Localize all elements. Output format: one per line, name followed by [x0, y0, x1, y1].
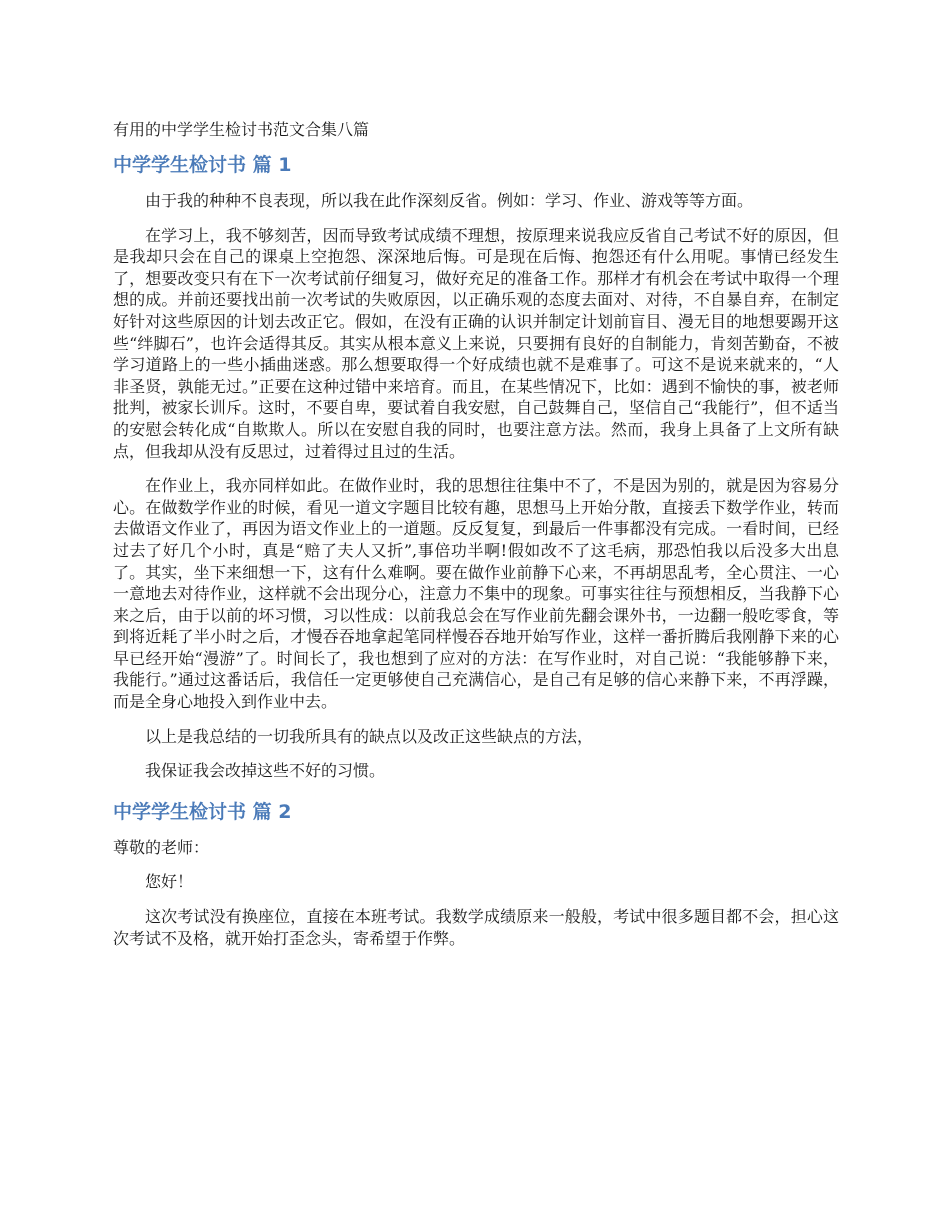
paragraph: 以上是我总结的一切我所具有的缺点以及改正这些缺点的方法， [145, 726, 594, 746]
paragraph: 在作业上，我亦同样如此。在做作业时，我的思想往往集中不了，不是因为别的，就是因为容易分心。在做数学作业的时候，看见一道文字题目比较有趣，思想马上开始分散，直接丢下数学作业，转而去做语文作业了，再因为语文作业上的一道题。反反复复，到最后一件事都没有完成。一看时间，已经过去了好几个小时，真是“赔了夫人又折”,事倍功半啊!假如改不了这毛病，那恐怕我以后没多大出息了。其实，坐下来细想一下，这有什么难啊。要在做作业前静下心来，不再胡思乱考，全心贯注、一心一意地去对待作业，这样就不会出现分心，注意力不集中的现象。可事实往往与预想相反，当我静下心来之后，由于以前的坏习惯，习以性成：以前我总会在写作业前先翻会课外书，一边翻一般吃零食，等到将近耗了半小时之后，才慢吞吞地拿起笔同样慢吞吞地开始写作业，这样一番折腾后我刚静下来的心早已经开始“漫游”了。时间长了，我也想到了应对的方法：在写作业时，对自己说：“我能够静下来，我能行。”通过这番话后，我信任一定更够使自己充满信心，是自己有足够的信心来静下来，不再浮躁，而是全身心地投入到作业中去。 [113, 476, 839, 712]
paragraph: 由于我的种种不良表现，所以我在此作深刻反省。例如：学习、作业、游戏等等方面。 [145, 191, 754, 210]
paragraph: 在学习上，我不够刻苦，因而导致考试成绩不理想，按原理来说我应反省自己考试不好的原因，但是我却只会在自己的课桌上空抱怨、深深地后悔。可是现在后悔、抱怨还有什么用呢。事情已经发生了，想要改变只有在下一次考试前仔细复习，做好充足的准备工作。那样才有机会在考试中取得一个理想的成。并前还要找出前一次考试的失败原因，以正确乐观的态度去面对、对待，不自暴自弃，在制定好针对这些原因的计划去改正它。假如，在没有正确的认识并制定计划前盲目、漫无目的地想要踢开这些“绊脚石”，也许会适得其反。其实从根本意义上来说，只要拥有良好的自制能力，肯刻苦勤奋，不被学习道路上的一些小插曲迷惑。那么想要取得一个好成绩也就不是难事了。可这不是说来就来的，“人非圣贤，孰能无过。”正要在这种过错中来培育。而且，在某些情况下，比如：遇到不愉快的事，被老师批判，被家长训斥。这时，不要自卑，要试着自我安慰，自己鼓舞自己，坚信自己“我能行”，但不适当的安慰会转化成“自欺欺人。所以在安慰自我的同时，也要注意方法。然而，我身上具备了上文所有缺点，但我却从没有反思过，过着得过且过的生活。 [113, 225, 839, 461]
section-heading-2: 中学学生检讨书 篇 2 [113, 800, 292, 823]
salutation: 尊敬的老师： [113, 837, 210, 857]
section-1 [113, 152, 839, 782]
document-title: 有用的中学学生检讨书范文合集八篇 [113, 120, 370, 139]
paragraph: 您好！ [145, 872, 194, 892]
paragraph: 我保证我会改掉这些不好的习惯。 [145, 761, 386, 781]
section-heading-1: 中学学生检讨书 篇 1 [113, 154, 292, 176]
paragraph: 这次考试没有换座位，直接在本班考试。我数学成绩原来一般般，考试中很多题目都不会，担心这次考试不及格，就开始打歪念头，寄希望于作弊。 [113, 907, 839, 948]
section-2 [113, 799, 839, 949]
document-page [113, 118, 839, 962]
